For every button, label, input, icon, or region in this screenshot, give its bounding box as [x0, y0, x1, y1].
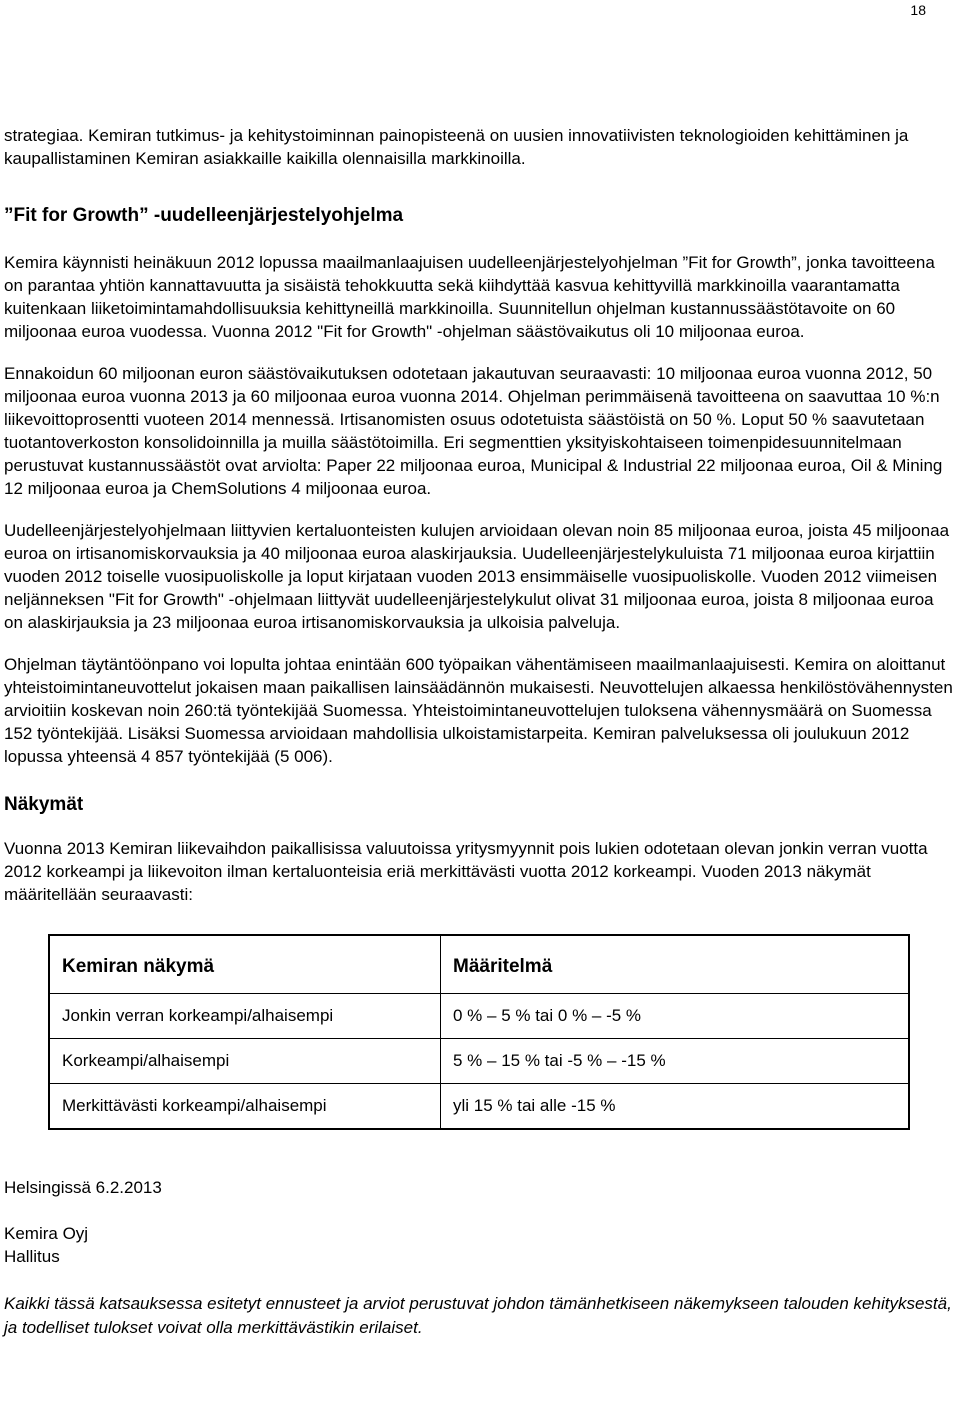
page-number: 18	[910, 2, 926, 18]
company-name: Kemira Oyj	[4, 1224, 89, 1243]
outlook-definition-table	[48, 934, 910, 1130]
job-reductions-paragraph: Ohjelman täytäntöönpano voi lopulta johtaa enintään 600 työpaikan vähentämiseen maailmanlaajuisesti. Kemira on aloittanut yhteistoimintaneuvottelut jokaisen maan paikallisen lainsäädännön mukaisesti. Neuvottelujen alkaessa henkilöstövähennysten arvioitiin koskevan noin 260:tä työntekijää Suomessa. Yhteistoimintaneuvottelujen tuloksena vähennysmäärä on Suomessa 152 työntekijää. Lisäksi Suomessa arvioidaan mahdollisia ulkoistamistarpeita. Kemiran palveluksessa oli joulukuun 2012 lopussa yhteensä 4 857 työntekijää (5 006).	[4, 655, 953, 766]
table-cell-definition: 0 % – 5 % tai 0 % – -5 %	[441, 994, 910, 1039]
savings-breakdown-paragraph: Ennakoidun 60 miljoonan euron säästövaikutuksen odotetaan jakautuvan seuraavasti: 10 miljoonaa euroa vuonna 2012, 50 miljoonaa euroa vuonna 2013 ja 60 miljoonaa euroa vuonna 2014. Ohjelman perimmäisenä tavoitteena on saavuttaa 10 %:n liikevoittoprosentti vuoteen 2014 mennessä. Irtisanomisten osuus odotetuista säästöistä on 50 %. Loput 50 % saavutetaan tuotantoverkoston konsolidoinnilla ja muilla säästötoimilla. Eri segmenttien yksityiskohtaiseen toimenpidesuunnitelmaan perustuvat kustannussäästöt ovat arviolta: Paper 22 miljoonaa euroa, Municipal & Industrial 22 miljoonaa euroa, Oil & Mining 12 miljoonaa euroa ja ChemSolutions 4 miljoonaa euroa.	[4, 364, 943, 498]
fit-for-growth-heading: ”Fit for Growth” -uudelleenjärjestelyohjelma	[4, 205, 404, 226]
fit-program-paragraph: Kemira käynnisti heinäkuun 2012 lopussa maailmanlaajuisen uudelleenjärjestelyohjelman ”Fit for Growth”, jonka tavoitteena on parantaa yhtiön kannattavuutta ja sisäistä tehokkuutta sekä kiihdyttää kasvua kehittyvillä markkinoilla vaarantamatta kuitenkaan liiketoimintamahdollisuuksia kehittyneillä markkinoilla. Suunnitellun ohjelman kustannussäästötavoite on 60 miljoonaa euroa vuodessa. Vuonna 2012 "Fit for Growth" -ohjelman säästövaikutus oli 10 miljoonaa euroa.	[4, 253, 935, 341]
table-header-row	[49, 935, 909, 994]
document-body	[4, 124, 954, 1340]
table-row	[49, 1084, 909, 1130]
table-cell-definition: 5 % – 15 % tai -5 % – -15 %	[441, 1039, 910, 1084]
table-header-definition: Määritelmä	[441, 935, 910, 994]
restructuring-costs-paragraph: Uudelleenjärjestelyohjelmaan liittyvien kertaluonteisten kulujen arvioidaan olevan noin 85 miljoonaa euroa, joista 45 miljoonaa euroa on irtisanomiskorvauksia ja 40 miljoonaa euroa alaskirjauksia. Uudelleenjärjestelykuluista 71 miljoonaa euroa kirjattiin vuoden 2012 toiselle vuosipuoliskolle ja loput kirjataan vuoden 2013 ensimmäiselle vuosipuoliskolle. Vuoden 2012 viimeisen neljänneksen "Fit for Growth" -ohjelmaan liittyvät uudelleenjärjestelykulut olivat 31 miljoonaa euroa, joista 8 miljoonaa euroa on alaskirjauksia ja 23 miljoonaa euroa irtisanomiskorvauksia ja ulkoisia palveluja.	[4, 521, 950, 632]
outlook-heading: Näkymät	[4, 794, 84, 815]
table-cell-outlook: Jonkin verran korkeampi/alhaisempi	[49, 994, 441, 1039]
place-date: Helsingissä 6.2.2013	[4, 1178, 162, 1197]
disclaimer-text: Kaikki tässä katsauksessa esitetyt ennusteet ja arviot perustuvat johdon tämänhetkiseen näkemykseen talouden kehityksestä, ja todelliset tulokset voivat olla merkittävästikin erilaiset.	[4, 1294, 952, 1337]
board-label: Hallitus	[4, 1247, 60, 1266]
table-cell-definition: yli 15 % tai alle -15 %	[441, 1084, 910, 1130]
table-row	[49, 994, 909, 1039]
table-cell-outlook: Merkittävästi korkeampi/alhaisempi	[49, 1084, 441, 1130]
table-row	[49, 1039, 909, 1084]
table-cell-outlook: Korkeampi/alhaisempi	[49, 1039, 441, 1084]
table-header-outlook: Kemiran näkymä	[49, 935, 441, 994]
intro-paragraph: strategiaa. Kemiran tutkimus- ja kehitystoiminnan painopisteenä on uusien innovatiivisten teknologioiden kehittäminen ja kaupallistaminen Kemiran asiakkaille kaikilla olennaisilla markkinoilla.	[4, 126, 909, 168]
signature-block	[4, 1176, 954, 1268]
outlook-paragraph: Vuonna 2013 Kemiran liikevaihdon paikallisissa valuutoissa yritysmyynnit pois lukien odotetaan olevan jonkin verran vuotta 2012 korkeampi ja liikevoiton ilman kertaluonteisia eriä merkittävästi vuotta 2012 korkeampi. Vuoden 2013 näkymät määritellään seuraavasti:	[4, 839, 928, 904]
